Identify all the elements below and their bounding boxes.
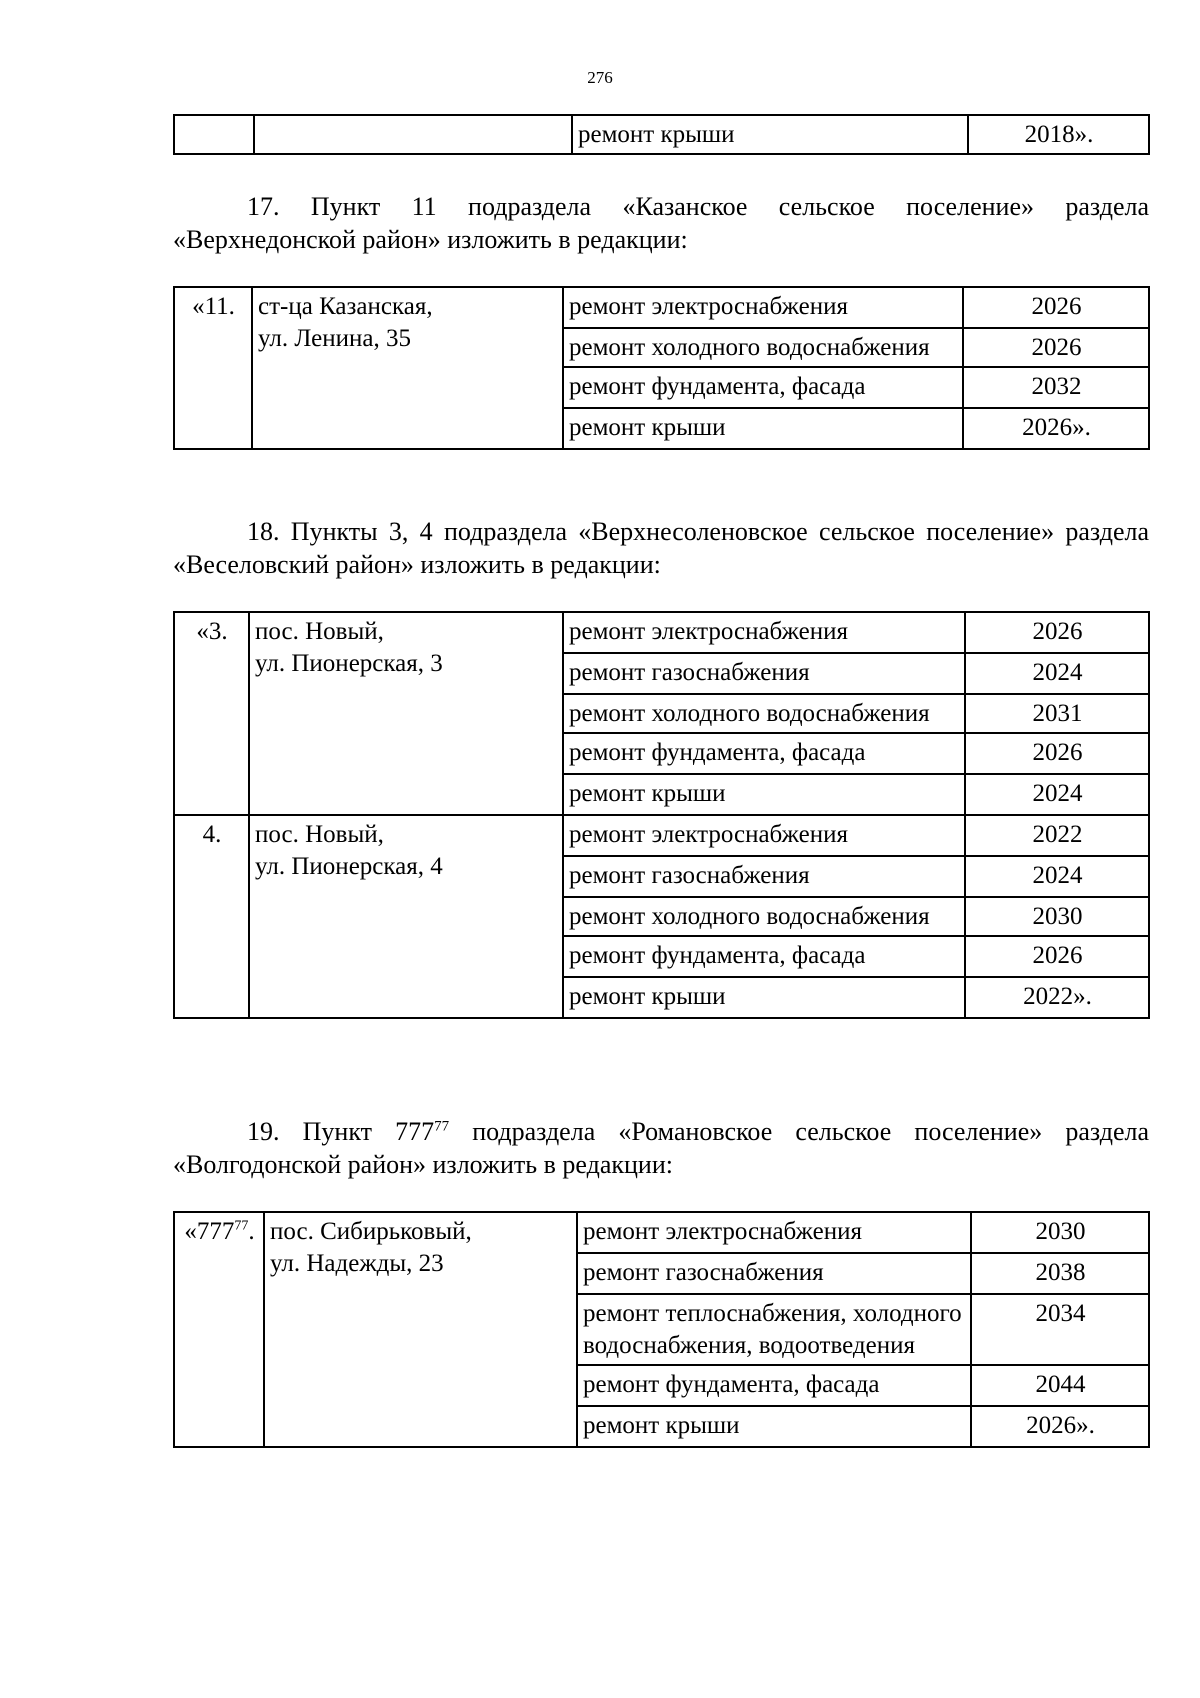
- work-cell: ремонт крыши: [572, 115, 968, 154]
- year-cell: 2026: [963, 287, 1149, 328]
- year-cell: 2022».: [965, 977, 1149, 1018]
- year-cell: 2030: [965, 897, 1149, 936]
- paragraph-number: 17.: [247, 192, 280, 221]
- year-cell: 2026».: [963, 408, 1149, 449]
- paragraph-19: [173, 1115, 1149, 1181]
- item-number-superscript: 77: [234, 1218, 249, 1234]
- address-line: пос. Сибирьковый,: [270, 1218, 472, 1245]
- work-cell: ремонт фундамента, фасада: [563, 936, 965, 977]
- year-cell: 2034: [971, 1294, 1149, 1365]
- work-cell: ремонт фундамента, фасада: [577, 1365, 971, 1406]
- work-cell: ремонт крыши: [563, 774, 965, 815]
- work-cell: ремонт газоснабжения: [563, 653, 965, 694]
- address-line: пос. Новый,: [255, 821, 384, 848]
- year-cell: 2024: [965, 653, 1149, 694]
- table-item-11: [173, 286, 1150, 450]
- paragraph-text-continued: подраздела «Романовское сельское поселение» раздела «Волгодонской район» изложить в редакции:: [173, 1117, 1149, 1179]
- address-line: ул. Пионерская, 3: [255, 650, 443, 677]
- work-cell: ремонт крыши: [563, 977, 965, 1018]
- paragraph-18: [173, 515, 1149, 581]
- address-line: ст-ца Казанская,: [258, 293, 433, 320]
- continuation-table: [173, 114, 1150, 155]
- year-cell: 2026: [965, 733, 1149, 774]
- address-line: ул. Пионерская, 4: [255, 853, 443, 880]
- paragraph-number: 19.: [247, 1117, 280, 1146]
- table-cell-empty: [174, 115, 254, 154]
- address-cell: [249, 815, 563, 1018]
- year-cell: 2032: [963, 367, 1149, 408]
- work-cell: ремонт фундамента, фасада: [563, 733, 965, 774]
- work-cell: ремонт крыши: [563, 408, 963, 449]
- year-cell: 2024: [965, 856, 1149, 897]
- item-number-dot: .: [248, 1218, 255, 1245]
- year-cell: 2038: [971, 1253, 1149, 1294]
- address-cell: [264, 1212, 577, 1447]
- work-cell: ремонт газоснабжения: [563, 856, 965, 897]
- superscript: 77: [434, 1118, 450, 1135]
- address-line: ул. Ленина, 35: [258, 325, 411, 352]
- paragraph-17: [173, 190, 1149, 256]
- table-cell-empty: [254, 115, 572, 154]
- year-cell: 2026: [965, 936, 1149, 977]
- work-cell: ремонт электроснабжения: [563, 815, 965, 856]
- work-cell: ремонт электроснабжения: [563, 287, 963, 328]
- paragraph-text: Пункт 11 подраздела «Казанское сельское поселение» раздела «Верхнедонской район» изложить в редакции:: [173, 192, 1149, 254]
- work-cell: ремонт крыши: [577, 1406, 971, 1447]
- work-cell: ремонт фундамента, фасада: [563, 367, 963, 408]
- page-number: 276: [587, 68, 613, 87]
- address-cell: [252, 287, 563, 449]
- table-item-777-77: [173, 1211, 1150, 1448]
- work-cell: ремонт холодного водоснабжения: [563, 328, 963, 367]
- year-cell: 2018».: [968, 115, 1149, 154]
- paragraph-number: 18.: [247, 517, 280, 546]
- address-line: ул. Надежды, 23: [270, 1250, 444, 1277]
- item-number-main: «777: [184, 1218, 235, 1245]
- year-cell: 2031: [965, 694, 1149, 733]
- address-line: пос. Новый,: [255, 618, 384, 645]
- item-number: 4.: [174, 815, 249, 1018]
- work-cell: ремонт электроснабжения: [563, 612, 965, 653]
- work-cell: ремонт холодного водоснабжения: [563, 897, 965, 936]
- work-cell: ремонт теплоснабжения, холодного водоснабжения, водоотведения: [577, 1294, 971, 1365]
- year-cell: 2030: [971, 1212, 1149, 1253]
- year-cell: 2024: [965, 774, 1149, 815]
- work-cell: ремонт газоснабжения: [577, 1253, 971, 1294]
- item-number: «11.: [174, 287, 252, 449]
- item-number: «3.: [174, 612, 249, 815]
- table-items-3-4: [173, 611, 1150, 1019]
- year-cell: 2022: [965, 815, 1149, 856]
- paragraph-text: Пункт 777: [302, 1117, 435, 1146]
- year-cell: 2026».: [971, 1406, 1149, 1447]
- item-number: [174, 1212, 264, 1447]
- work-cell: ремонт электроснабжения: [577, 1212, 971, 1253]
- year-cell: 2026: [965, 612, 1149, 653]
- year-cell: 2044: [971, 1365, 1149, 1406]
- year-cell: 2026: [963, 328, 1149, 367]
- work-cell: ремонт холодного водоснабжения: [563, 694, 965, 733]
- address-cell: [249, 612, 563, 815]
- paragraph-text: Пункты 3, 4 подраздела «Верхнесоленовское сельское поселение» раздела «Веселовский район» изложить в редакции:: [173, 517, 1149, 579]
